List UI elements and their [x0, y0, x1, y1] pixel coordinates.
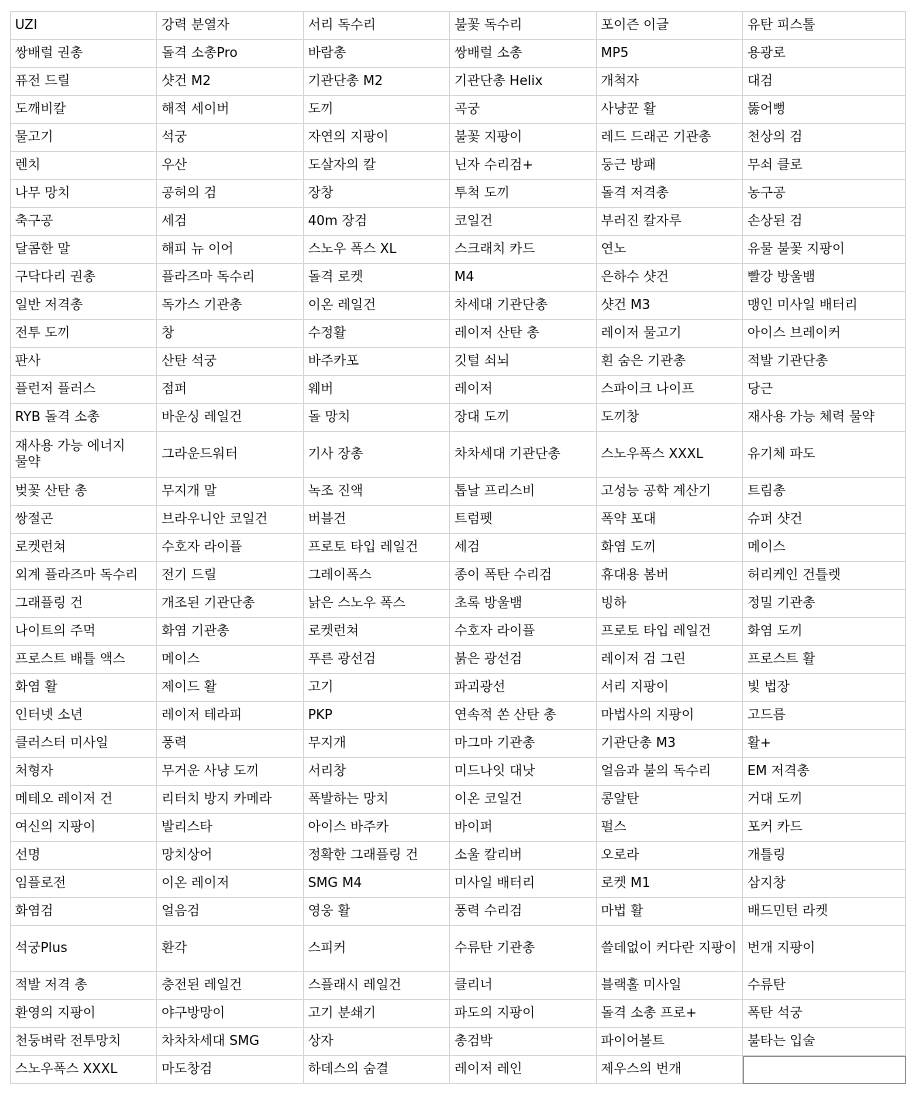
table-cell[interactable]: 닌자 수리검+ [450, 152, 596, 180]
table-row [11, 96, 906, 124]
table-cell[interactable]: 40m 장검 [303, 208, 449, 236]
table-cell[interactable]: 환영의 지팡이 [11, 1000, 157, 1028]
table-cell[interactable]: 파도의 지팡이 [450, 1000, 596, 1028]
table-cell[interactable]: 둥근 방패 [596, 152, 742, 180]
table-cell[interactable]: 화염 기관총 [157, 618, 303, 646]
table-cell[interactable]: 은하수 샷건 [596, 264, 742, 292]
table-cell[interactable]: 부러진 칼자루 [596, 208, 742, 236]
table-cell[interactable]: 톱날 프리스비 [450, 478, 596, 506]
table-cell[interactable]: 바주카포 [303, 348, 449, 376]
spreadsheet [10, 11, 906, 1084]
table-cell[interactable]: 화염 활 [11, 674, 157, 702]
table-cell[interactable]: 구닥다리 권총 [11, 264, 157, 292]
table-cell[interactable]: 녹조 진액 [303, 478, 449, 506]
table-cell[interactable]: 돌격 로켓 [303, 264, 449, 292]
table-cell[interactable]: 쌍배럴 소총 [450, 40, 596, 68]
table-cell[interactable]: 낡은 스노우 폭스 [303, 590, 449, 618]
table-cell[interactable]: 프로토 타입 레일건 [303, 534, 449, 562]
table-cell[interactable]: 우산 [157, 152, 303, 180]
table-cell[interactable]: 얼음검 [157, 898, 303, 926]
table-row [11, 730, 906, 758]
table-cell[interactable]: 나무 망치 [11, 180, 157, 208]
selected-cell[interactable] [743, 1056, 906, 1084]
table-cell[interactable]: 오로라 [596, 842, 742, 870]
table-cell[interactable]: 렌치 [11, 152, 157, 180]
table-cell[interactable]: 스노우폭스 XXXL [11, 1056, 157, 1084]
table-row [11, 478, 906, 506]
table-row [11, 40, 906, 68]
table-cell[interactable]: 당근 [743, 376, 906, 404]
table-cell[interactable]: 처형자 [11, 758, 157, 786]
table-cell[interactable]: 리터치 방지 카메라 [157, 786, 303, 814]
table-cell[interactable]: 상자 [303, 1028, 449, 1056]
table-cell[interactable]: 기관단총 M2 [303, 68, 449, 96]
table-cell[interactable]: 도깨비칼 [11, 96, 157, 124]
table-cell[interactable]: 콩알탄 [596, 786, 742, 814]
table-cell[interactable]: 유물 불꽃 지팡이 [743, 236, 906, 264]
table-row [11, 646, 906, 674]
table-row [11, 208, 906, 236]
table-cell[interactable]: 발리스타 [157, 814, 303, 842]
table-cell[interactable]: 이온 레이저 [157, 870, 303, 898]
table-cell[interactable]: 불꽃 지팡이 [450, 124, 596, 152]
table-cell[interactable]: 세검 [157, 208, 303, 236]
table-cell[interactable]: 뚫어뻥 [743, 96, 906, 124]
table-cell[interactable]: 프로스트 배틀 액스 [11, 646, 157, 674]
table-cell[interactable]: 정확한 그래플링 건 [303, 842, 449, 870]
table-cell[interactable]: 차차차세대 SMG [157, 1028, 303, 1056]
table-cell[interactable]: 폭탄 석궁 [743, 1000, 906, 1028]
table-cell[interactable]: 무지개 말 [157, 478, 303, 506]
table-cell[interactable]: 아이스 바주카 [303, 814, 449, 842]
table-cell[interactable]: 석궁Plus [11, 926, 157, 972]
table-cell[interactable]: 유탄 피스톨 [743, 12, 906, 40]
table-cell[interactable]: 영웅 활 [303, 898, 449, 926]
table-cell[interactable]: 빙하 [596, 590, 742, 618]
table-cell[interactable]: 나이트의 주먹 [11, 618, 157, 646]
table-cell[interactable]: 망치상어 [157, 842, 303, 870]
table-cell[interactable]: 도끼 [303, 96, 449, 124]
table-cell[interactable]: 화염 도끼 [743, 618, 906, 646]
table-cell[interactable]: 창 [157, 320, 303, 348]
table-row [11, 870, 906, 898]
table-cell[interactable]: 쌍절곤 [11, 506, 157, 534]
table-cell[interactable]: 쓸데없이 커다란 지팡이 [596, 926, 742, 972]
table-cell[interactable]: 고성능 공학 계산기 [596, 478, 742, 506]
table-cell[interactable]: 돌 망치 [303, 404, 449, 432]
table-cell[interactable]: 쌍배럴 권총 [11, 40, 157, 68]
table-cell[interactable]: 축구공 [11, 208, 157, 236]
table-cell[interactable]: 도끼창 [596, 404, 742, 432]
table-row [11, 236, 906, 264]
table-row [11, 68, 906, 96]
table-cell[interactable]: 플런저 플러스 [11, 376, 157, 404]
table-cell[interactable]: 석궁 [157, 124, 303, 152]
table-cell[interactable]: 판사 [11, 348, 157, 376]
table-cell[interactable]: 허리케인 건틀렛 [743, 562, 906, 590]
table-cell[interactable]: 일반 저격총 [11, 292, 157, 320]
table-cell[interactable]: 무쇠 클로 [743, 152, 906, 180]
table-cell[interactable]: 레이저 검 그린 [596, 646, 742, 674]
table-cell[interactable]: 거대 도끼 [743, 786, 906, 814]
table-cell[interactable]: 깃털 쇠뇌 [450, 348, 596, 376]
table-cell[interactable]: 아이스 브레이커 [743, 320, 906, 348]
table-cell[interactable]: 야구방망이 [157, 1000, 303, 1028]
table-cell[interactable]: 제우스의 번개 [596, 1056, 742, 1084]
table-cell[interactable]: 마법 활 [596, 898, 742, 926]
table-cell[interactable]: SMG M4 [303, 870, 449, 898]
table-cell[interactable]: 클러스터 미사일 [11, 730, 157, 758]
table-row [11, 180, 906, 208]
table-cell[interactable]: UZI [11, 12, 157, 40]
table-cell[interactable]: 해피 뉴 이어 [157, 236, 303, 264]
table-cell[interactable]: 빨강 방울뱀 [743, 264, 906, 292]
table-cell[interactable]: 도살자의 칼 [303, 152, 449, 180]
table-cell[interactable]: 산탄 석궁 [157, 348, 303, 376]
table-cell[interactable]: 스노우 폭스 XL [303, 236, 449, 264]
weapon-name-grid [10, 11, 906, 1084]
table-cell[interactable]: 인터넷 소년 [11, 702, 157, 730]
table-cell[interactable]: 선명 [11, 842, 157, 870]
table-cell[interactable]: 고드름 [743, 702, 906, 730]
table-cell[interactable]: 서리 독수리 [303, 12, 449, 40]
table-row [11, 674, 906, 702]
table-cell[interactable]: PKP [303, 702, 449, 730]
table-cell[interactable]: 활+ [743, 730, 906, 758]
table-cell[interactable]: 돌격 소총 프로+ [596, 1000, 742, 1028]
table-row [11, 702, 906, 730]
table-cell[interactable]: 개척자 [596, 68, 742, 96]
table-row [11, 562, 906, 590]
table-row [11, 320, 906, 348]
table-cell[interactable]: 물고기 [11, 124, 157, 152]
table-cell[interactable]: 스플래시 레일건 [303, 972, 449, 1000]
table-row [11, 152, 906, 180]
table-cell[interactable]: 자연의 지팡이 [303, 124, 449, 152]
table-cell[interactable]: 곡궁 [450, 96, 596, 124]
table-row [11, 972, 906, 1000]
table-cell[interactable]: 휴대용 봄버 [596, 562, 742, 590]
table-cell[interactable]: 바람총 [303, 40, 449, 68]
table-cell[interactable]: 고기 [303, 674, 449, 702]
table-cell[interactable]: 임플로전 [11, 870, 157, 898]
table-cell[interactable]: 바운싱 레일건 [157, 404, 303, 432]
table-cell[interactable]: 농구공 [743, 180, 906, 208]
table-cell[interactable]: 돌격 저격총 [596, 180, 742, 208]
table-cell[interactable]: 이온 코일건 [450, 786, 596, 814]
table-cell[interactable]: 외계 플라즈마 독수리 [11, 562, 157, 590]
table-cell[interactable]: 파괴광선 [450, 674, 596, 702]
table-row [11, 590, 906, 618]
table-cell[interactable]: 포이즌 이글 [596, 12, 742, 40]
table-cell[interactable]: 빛 법장 [743, 674, 906, 702]
table-cell[interactable]: 불타는 입술 [743, 1028, 906, 1056]
table-cell[interactable]: 폭발하는 망치 [303, 786, 449, 814]
table-cell[interactable]: 버블건 [303, 506, 449, 534]
table-row [11, 814, 906, 842]
table-row [11, 124, 906, 152]
table-cell[interactable]: 그래플링 건 [11, 590, 157, 618]
table-cell[interactable]: 마그마 기관총 [450, 730, 596, 758]
table-cell[interactable]: 미드나잇 대낫 [450, 758, 596, 786]
table-cell[interactable]: 흰 숨은 기관총 [596, 348, 742, 376]
table-cell[interactable]: 웨버 [303, 376, 449, 404]
table-cell[interactable]: 마법사의 지팡이 [596, 702, 742, 730]
table-cell[interactable]: 여신의 지팡이 [11, 814, 157, 842]
table-row [11, 926, 906, 972]
table-cell[interactable]: 장창 [303, 180, 449, 208]
table-cell[interactable]: 레드 드래곤 기관총 [596, 124, 742, 152]
table-row [11, 758, 906, 786]
table-cell[interactable]: 샷건 M3 [596, 292, 742, 320]
table-cell[interactable]: 고기 분쇄기 [303, 1000, 449, 1028]
table-cell[interactable]: 코일건 [450, 208, 596, 236]
table-cell[interactable]: 적발 저격 총 [11, 972, 157, 1000]
table-cell[interactable]: 초록 방울뱀 [450, 590, 596, 618]
table-cell[interactable]: 기관단총 Helix [450, 68, 596, 96]
table-cell[interactable]: 번개 지팡이 [743, 926, 906, 972]
table-cell[interactable]: 바이퍼 [450, 814, 596, 842]
table-cell[interactable]: 개조된 기관단총 [157, 590, 303, 618]
table-cell[interactable]: 풍력 수리검 [450, 898, 596, 926]
table-cell[interactable]: 화염 도끼 [596, 534, 742, 562]
table-row [11, 618, 906, 646]
table-cell[interactable]: 맹인 미사일 배터리 [743, 292, 906, 320]
table-cell[interactable]: 스피커 [303, 926, 449, 972]
table-cell[interactable]: 점퍼 [157, 376, 303, 404]
table-cell[interactable]: 퓨전 드릴 [11, 68, 157, 96]
table-row [11, 432, 906, 478]
table-row [11, 842, 906, 870]
table-cell[interactable]: MP5 [596, 40, 742, 68]
table-cell[interactable]: 적발 기관단총 [743, 348, 906, 376]
table-row [11, 264, 906, 292]
table-cell[interactable]: EM 저격총 [743, 758, 906, 786]
table-row [11, 348, 906, 376]
table-cell[interactable]: 전기 드릴 [157, 562, 303, 590]
table-row [11, 292, 906, 320]
table-row [11, 1028, 906, 1056]
table-cell[interactable]: 충전된 레일건 [157, 972, 303, 1000]
table-cell[interactable]: 트림총 [743, 478, 906, 506]
table-cell[interactable]: 돌격 소총Pro [157, 40, 303, 68]
table-cell[interactable]: 세검 [450, 534, 596, 562]
table-cell[interactable]: 샷건 M2 [157, 68, 303, 96]
table-cell[interactable]: 정밀 기관총 [743, 590, 906, 618]
table-cell[interactable]: 수호자 라이플 [157, 534, 303, 562]
table-cell[interactable]: 풍력 [157, 730, 303, 758]
table-row [11, 404, 906, 432]
table-cell[interactable]: 종이 폭탄 수리검 [450, 562, 596, 590]
table-cell[interactable]: 펄스 [596, 814, 742, 842]
table-cell[interactable]: 수정활 [303, 320, 449, 348]
table-cell[interactable]: 트럼펫 [450, 506, 596, 534]
table-cell[interactable]: 서리창 [303, 758, 449, 786]
table-cell[interactable]: 플라즈마 독수리 [157, 264, 303, 292]
table-cell[interactable]: 해적 세이버 [157, 96, 303, 124]
table-cell[interactable]: 그라운드워터 [157, 432, 303, 478]
table-cell[interactable]: 수류탄 [743, 972, 906, 1000]
table-cell[interactable]: 천둥벼락 전투망치 [11, 1028, 157, 1056]
table-row [11, 12, 906, 40]
table-cell[interactable]: 레이저 레인 [450, 1056, 596, 1084]
table-cell[interactable]: 배드민턴 라켓 [743, 898, 906, 926]
table-cell[interactable]: 레이저 산탄 총 [450, 320, 596, 348]
table-cell[interactable]: 메이스 [743, 534, 906, 562]
table-cell[interactable]: 전투 도끼 [11, 320, 157, 348]
table-cell[interactable]: 붉은 광선검 [450, 646, 596, 674]
table-cell[interactable]: 레이저 테라피 [157, 702, 303, 730]
table-cell[interactable]: 마도창검 [157, 1056, 303, 1084]
table-cell[interactable]: 프로스트 활 [743, 646, 906, 674]
table-cell[interactable]: 제이드 활 [157, 674, 303, 702]
table-cell[interactable]: 차차세대 기관단총 [450, 432, 596, 478]
table-cell[interactable]: 스노우폭스 XXXL [596, 432, 742, 478]
table-cell[interactable]: 푸른 광선검 [303, 646, 449, 674]
table-cell[interactable]: 미사일 배터리 [450, 870, 596, 898]
table-cell[interactable]: 벚꽃 산탄 총 [11, 478, 157, 506]
table-cell[interactable]: 삼지창 [743, 870, 906, 898]
table-cell[interactable]: 이온 레일건 [303, 292, 449, 320]
table-cell[interactable]: 서리 지팡이 [596, 674, 742, 702]
table-cell[interactable]: 하데스의 숨결 [303, 1056, 449, 1084]
table-cell[interactable]: 소울 칼리버 [450, 842, 596, 870]
table-cell[interactable]: 로켓런쳐 [11, 534, 157, 562]
table-cell[interactable]: 브라우니안 코일건 [157, 506, 303, 534]
table-cell[interactable]: 메이스 [157, 646, 303, 674]
table-cell[interactable]: M4 [450, 264, 596, 292]
table-cell[interactable]: 슈퍼 샷건 [743, 506, 906, 534]
table-cell[interactable]: 재사용 가능 에너지 물약 [11, 432, 157, 478]
table-cell[interactable]: 강력 분열자 [157, 12, 303, 40]
table-cell[interactable]: 레이저 [450, 376, 596, 404]
table-cell[interactable]: 사냥꾼 활 [596, 96, 742, 124]
table-cell[interactable]: 투척 도끼 [450, 180, 596, 208]
table-cell[interactable]: 장대 도끼 [450, 404, 596, 432]
table-cell[interactable]: 프로토 타입 레일건 [596, 618, 742, 646]
table-row [11, 506, 906, 534]
table-cell[interactable]: 얼음과 불의 독수리 [596, 758, 742, 786]
table-cell[interactable]: 손상된 검 [743, 208, 906, 236]
table-cell[interactable]: 기사 장총 [303, 432, 449, 478]
table-cell[interactable]: 개틀링 [743, 842, 906, 870]
table-cell[interactable]: 불꽃 독수리 [450, 12, 596, 40]
grid-body [11, 12, 906, 1084]
table-cell[interactable]: 레이저 물고기 [596, 320, 742, 348]
table-cell[interactable]: 독가스 기관총 [157, 292, 303, 320]
table-cell[interactable]: 공허의 검 [157, 180, 303, 208]
table-cell[interactable]: 파이어볼트 [596, 1028, 742, 1056]
table-row [11, 1000, 906, 1028]
table-row [11, 534, 906, 562]
table-row [11, 376, 906, 404]
table-cell[interactable]: 연노 [596, 236, 742, 264]
table-cell[interactable]: 총검박 [450, 1028, 596, 1056]
table-cell[interactable]: 화염검 [11, 898, 157, 926]
table-cell[interactable]: 무거운 사냥 도끼 [157, 758, 303, 786]
table-cell[interactable]: 연속적 쏜 산탄 총 [450, 702, 596, 730]
table-cell[interactable]: 차세대 기관단총 [450, 292, 596, 320]
table-cell[interactable]: 메테오 레이저 건 [11, 786, 157, 814]
table-cell[interactable]: 로켓 M1 [596, 870, 742, 898]
table-cell[interactable]: 수류탄 기관총 [450, 926, 596, 972]
table-cell[interactable]: 스파이크 나이프 [596, 376, 742, 404]
table-cell[interactable]: 로켓런쳐 [303, 618, 449, 646]
table-cell[interactable]: 포커 카드 [743, 814, 906, 842]
table-row [11, 898, 906, 926]
table-row [11, 786, 906, 814]
table-cell[interactable]: 재사용 가능 체력 물약 [743, 404, 906, 432]
table-cell[interactable]: 무지개 [303, 730, 449, 758]
table-cell[interactable]: 천상의 검 [743, 124, 906, 152]
table-cell[interactable]: 유기체 파도 [743, 432, 906, 478]
table-cell[interactable]: RYB 돌격 소총 [11, 404, 157, 432]
table-row [11, 1056, 906, 1084]
table-cell[interactable]: 대검 [743, 68, 906, 96]
table-cell[interactable]: 블랙홀 미사일 [596, 972, 742, 1000]
table-cell[interactable]: 환각 [157, 926, 303, 972]
table-cell[interactable]: 기관단총 M3 [596, 730, 742, 758]
table-cell[interactable]: 달콤한 말 [11, 236, 157, 264]
table-cell[interactable]: 그레이폭스 [303, 562, 449, 590]
table-cell[interactable]: 클리너 [450, 972, 596, 1000]
table-cell[interactable]: 용광로 [743, 40, 906, 68]
table-cell[interactable]: 수호자 라이플 [450, 618, 596, 646]
table-cell[interactable]: 폭약 포대 [596, 506, 742, 534]
table-cell[interactable]: 스크래치 카드 [450, 236, 596, 264]
